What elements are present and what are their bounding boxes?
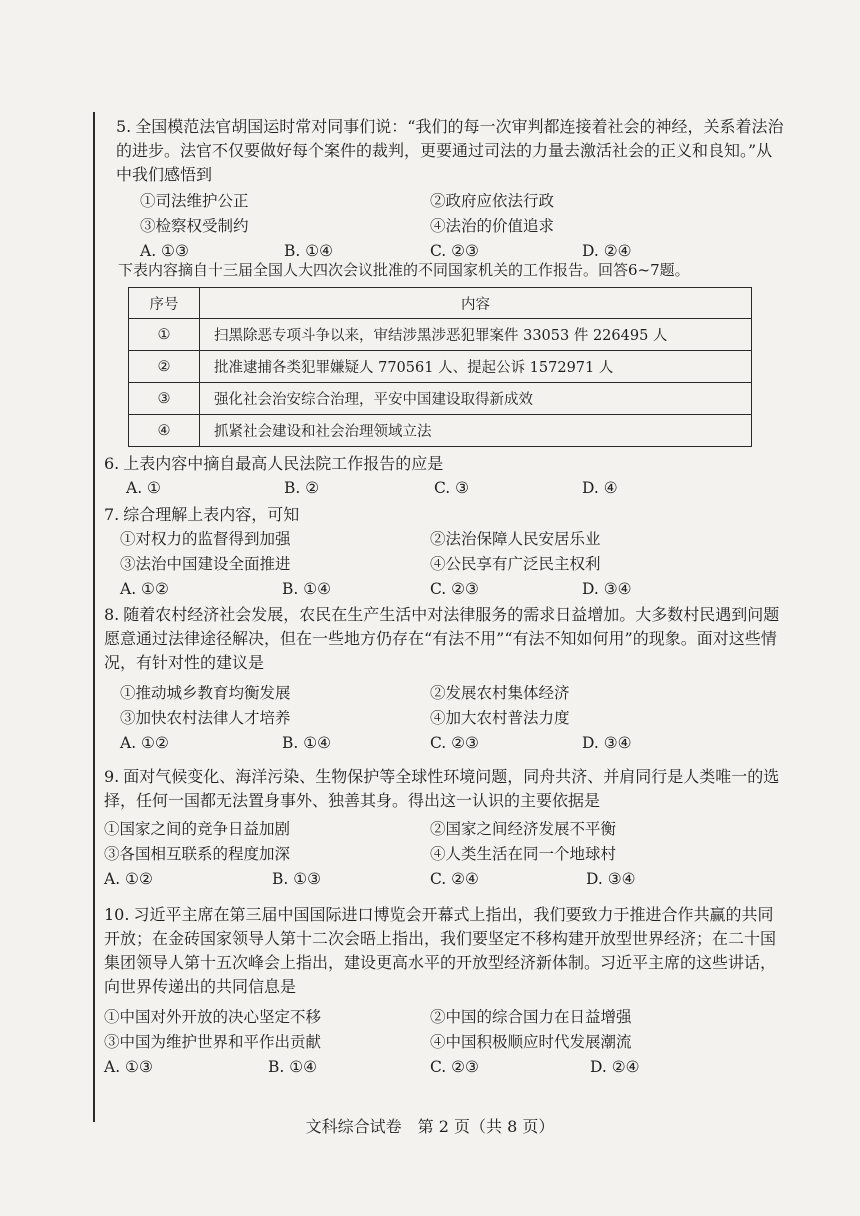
table-row <box>129 319 752 351</box>
answer-choice[interactable]: B. ①④ <box>284 242 334 260</box>
option-item: ④公民享有广泛民主权利 <box>430 555 601 573</box>
option-item: ②发展农村集体经济 <box>430 684 570 702</box>
option-item: ①推动城乡教育均衡发展 <box>120 684 291 702</box>
question-8 <box>104 603 784 756</box>
answer-choice[interactable]: C. ②④ <box>430 870 479 888</box>
option-item: ①国家之间的竞争日益加剧 <box>104 820 291 838</box>
answer-choice[interactable]: B. ①③ <box>272 870 322 888</box>
work-report-table <box>128 287 752 447</box>
question-8-stem: 8. 随着农村经济社会发展，农民在生产生活中对法律服务的需求日益增加。大多数村民遇到问题愿意通过法律途径解决，但在一些地方仍存在“有法不用”“有法不知如何用”的现象。面对这些情况，有针对性的建议是 <box>104 605 780 672</box>
table-intro: 下表内容摘自十三届全国人大四次会议批准的不同国家机关的工作报告。回答6~7题。 <box>118 261 690 279</box>
question-9-stem: 9. 面对气候变化、海洋污染、生物保护等全球性环境问题，同舟共济、并肩同行是人类唯一的选择，任何一国都无法置身事外、独善其身。得出这一认识的主要依据是 <box>104 767 780 810</box>
option-item: ②中国的综合国力在日益增强 <box>430 1008 632 1026</box>
answer-choice[interactable]: D. ④ <box>582 479 618 497</box>
question-7-items-row1 <box>104 527 784 552</box>
question-8-choices <box>104 731 784 756</box>
table-cell-index: ① <box>129 319 200 351</box>
table-cell-index: ③ <box>129 383 200 415</box>
answer-choice[interactable]: A. ①② <box>120 580 169 598</box>
question-5-items-row1 <box>104 189 784 214</box>
option-item: ③法治中国建设全面推进 <box>120 555 291 573</box>
question-9-choices <box>104 867 784 892</box>
table-cell-index: ④ <box>129 415 200 447</box>
answer-choice[interactable]: D. ②④ <box>590 1058 640 1076</box>
answer-choice[interactable]: A. ①③ <box>104 1058 153 1076</box>
option-item: ④人类生活在同一个地球村 <box>430 845 617 863</box>
table-header-cell: 内容 <box>200 288 752 319</box>
question-9-items-row2 <box>104 842 784 867</box>
option-item: ③加快农村法律人才培养 <box>120 709 291 727</box>
answer-choice[interactable]: B. ①④ <box>282 734 332 752</box>
answer-choice[interactable]: B. ② <box>284 479 320 497</box>
option-item: ②政府应依法行政 <box>430 192 555 210</box>
option-item: ②法治保障人民安居乐业 <box>430 530 601 548</box>
option-item: ④加大农村普法力度 <box>430 709 570 727</box>
table-row <box>129 351 752 383</box>
question-10-stem: 10. 习近平主席在第三届中国国际进口博览会开幕式上指出，我们要致力于推进合作共赢的共同开放；在金砖国家领导人第十二次会晤上指出，我们要坚定不移构建开放型世界经济；在二十国集团领导人第十五次峰会上指出，建设更高水平的开放型经济新体制。习近平主席的这些讲话，向世界传递出的共同信息是 <box>104 905 777 996</box>
answer-choice[interactable]: C. ②③ <box>430 734 479 752</box>
question-5 <box>104 115 784 264</box>
answer-choice[interactable]: C. ③ <box>434 479 470 497</box>
option-item: ④中国积极顺应时代发展潮流 <box>430 1033 632 1051</box>
question-10-items-row2 <box>104 1030 784 1055</box>
binding-line <box>93 112 95 1122</box>
answer-choice[interactable]: A. ① <box>126 479 161 497</box>
question-7-choices <box>104 577 784 602</box>
answer-choice[interactable]: A. ①② <box>120 734 169 752</box>
page-footer: 文科综合试卷 第 2 页（共 8 页） <box>305 1117 555 1136</box>
answer-choice[interactable]: D. ③④ <box>582 734 632 752</box>
option-item: ①司法维护公正 <box>140 192 249 210</box>
question-9-items-row1 <box>104 817 784 842</box>
answer-choice[interactable]: C. ②③ <box>430 580 479 598</box>
option-item: ①中国对外开放的决心坚定不移 <box>104 1008 322 1026</box>
question-8-items-row2 <box>104 706 784 731</box>
question-5-stem: 5. 全国模范法官胡国运时常对同事们说：“我们的每一次审判都连接着社会的神经，关系着法治的进步。法官不仅要做好每个案件的裁判，更要通过司法的力量去激活社会的正义和良知。”从中我们感悟到 <box>116 117 784 184</box>
table-cell-content: 批准逮捕各类犯罪嫌疑人 770561 人、提起公诉 1572971 人 <box>200 351 752 383</box>
option-item: ②国家之间经济发展不平衡 <box>430 820 617 838</box>
answer-choice[interactable]: C. ②③ <box>430 1058 479 1076</box>
answer-choice[interactable]: B. ①④ <box>268 1058 318 1076</box>
answer-choice[interactable]: D. ③④ <box>582 580 632 598</box>
answer-choice[interactable]: D. ②④ <box>582 242 632 260</box>
question-6-stem: 6. 上表内容中摘自最高人民法院工作报告的应是 <box>104 454 444 473</box>
table-cell-content: 抓紧社会建设和社会治理领域立法 <box>200 415 752 447</box>
question-10-items-row1 <box>104 1005 784 1030</box>
question-7-stem: 7. 综合理解上表内容，可知 <box>104 505 300 524</box>
option-item: ①对权力的监督得到加强 <box>120 530 291 548</box>
question-9 <box>104 765 784 892</box>
option-item: ③中国为维护世界和平作出贡献 <box>104 1033 322 1051</box>
table-cell-index: ② <box>129 351 200 383</box>
answer-choice[interactable]: A. ①③ <box>140 242 189 260</box>
table-header-row <box>129 288 752 319</box>
question-5-items-row2 <box>104 214 784 239</box>
table-row <box>129 383 752 415</box>
question-10-choices <box>104 1055 784 1080</box>
answer-choice[interactable]: C. ②③ <box>430 242 479 260</box>
table-header-cell: 序号 <box>129 288 200 319</box>
question-7 <box>104 503 784 602</box>
answer-choice[interactable]: D. ③④ <box>586 870 636 888</box>
table-row <box>129 415 752 447</box>
table-cell-content: 强化社会治安综合治理，平安中国建设取得新成效 <box>200 383 752 415</box>
table-cell-content: 扫黑除恶专项斗争以来，审结涉黑涉恶犯罪案件 33053 件 226495 人 <box>200 319 752 351</box>
answer-choice[interactable]: A. ①② <box>104 870 153 888</box>
question-6 <box>104 452 784 501</box>
question-7-items-row2 <box>104 552 784 577</box>
question-10 <box>104 903 784 1080</box>
answer-choice[interactable]: B. ①④ <box>282 580 332 598</box>
question-6-choices <box>104 476 784 501</box>
question-8-items-row1 <box>104 681 784 706</box>
option-item: ③检察权受制约 <box>140 217 249 235</box>
option-item: ③各国相互联系的程度加深 <box>104 845 291 863</box>
option-item: ④法治的价值追求 <box>430 217 555 235</box>
